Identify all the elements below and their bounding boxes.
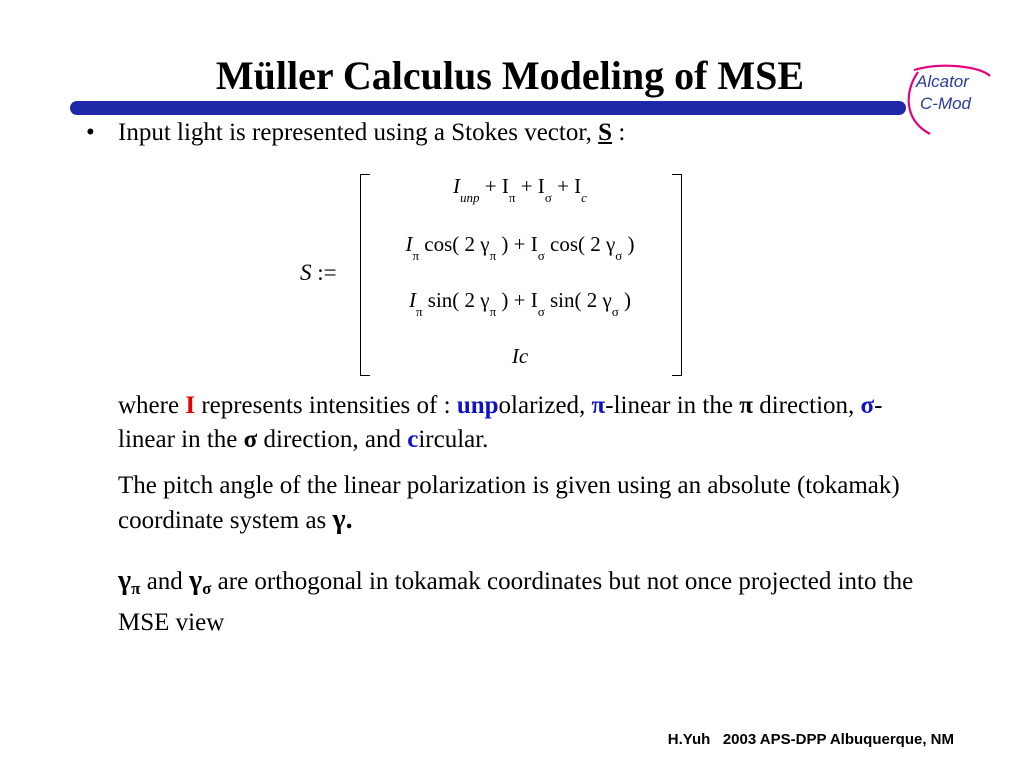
stokes-symbol: S — [598, 119, 613, 146]
bullet-marker: • — [86, 119, 95, 146]
bullet-colon: : — [612, 119, 626, 146]
footer-author: H.Yuh — [667, 731, 711, 748]
gamma-symbol: γ. — [332, 504, 353, 535]
slide-footer — [668, 731, 954, 748]
stokes-matrix — [300, 168, 690, 378]
assign-operator: := — [317, 260, 337, 285]
alcator-cmod-logo — [900, 62, 996, 140]
logo-line2: C-Mod — [920, 94, 972, 113]
matrix-row-4: Ic — [511, 344, 529, 368]
matrix-right-bracket — [672, 174, 682, 376]
matrix-row-3: $I_\pi$ sin( 2 $\gamma_\pi$ ) + $I_\sigma$ sin( 2 $\gamma_\sigma$ ) — [408, 288, 632, 319]
bullet-item — [86, 116, 625, 150]
intensity-symbol: I — [185, 392, 196, 419]
footer-event: 2003 APS-DPP Albuquerque, NM — [722, 731, 954, 748]
bullet-text: Input light is represented using a Stokes vector, — [118, 119, 599, 146]
intensity-description: where I represents intensities of : unpolarized, π-linear in the π direction, σ-linear in the σ direction, and circular. — [118, 392, 883, 453]
slide-title: Müller Calculus Modeling of MSE — [215, 53, 805, 98]
matrix-row-2: $I_\pi$ cos( 2 $\gamma_\pi$ ) + $I_\sigma$ cos( 2 $\gamma_\sigma$ ) — [405, 232, 635, 263]
matrix-row-1: $I_{unp} + I_\pi + I_\sigma + I_c$ — [453, 174, 587, 205]
logo-line1: Alcator — [916, 72, 969, 91]
matrix-lhs-symbol: S — [300, 260, 312, 285]
orthogonality-note: $\gamma_\pi$ and $\gamma_\sigma$ are orthogonal in tokamak coordinates but not once projected into the MSE view — [118, 565, 914, 636]
matrix-left-bracket — [360, 174, 370, 376]
matrix-lhs — [300, 260, 337, 286]
title-divider — [70, 101, 906, 115]
pitch-angle-description: The pitch angle of the linear polarization is given using an absolute (tokamak) coordinate system as γ. — [118, 472, 900, 535]
